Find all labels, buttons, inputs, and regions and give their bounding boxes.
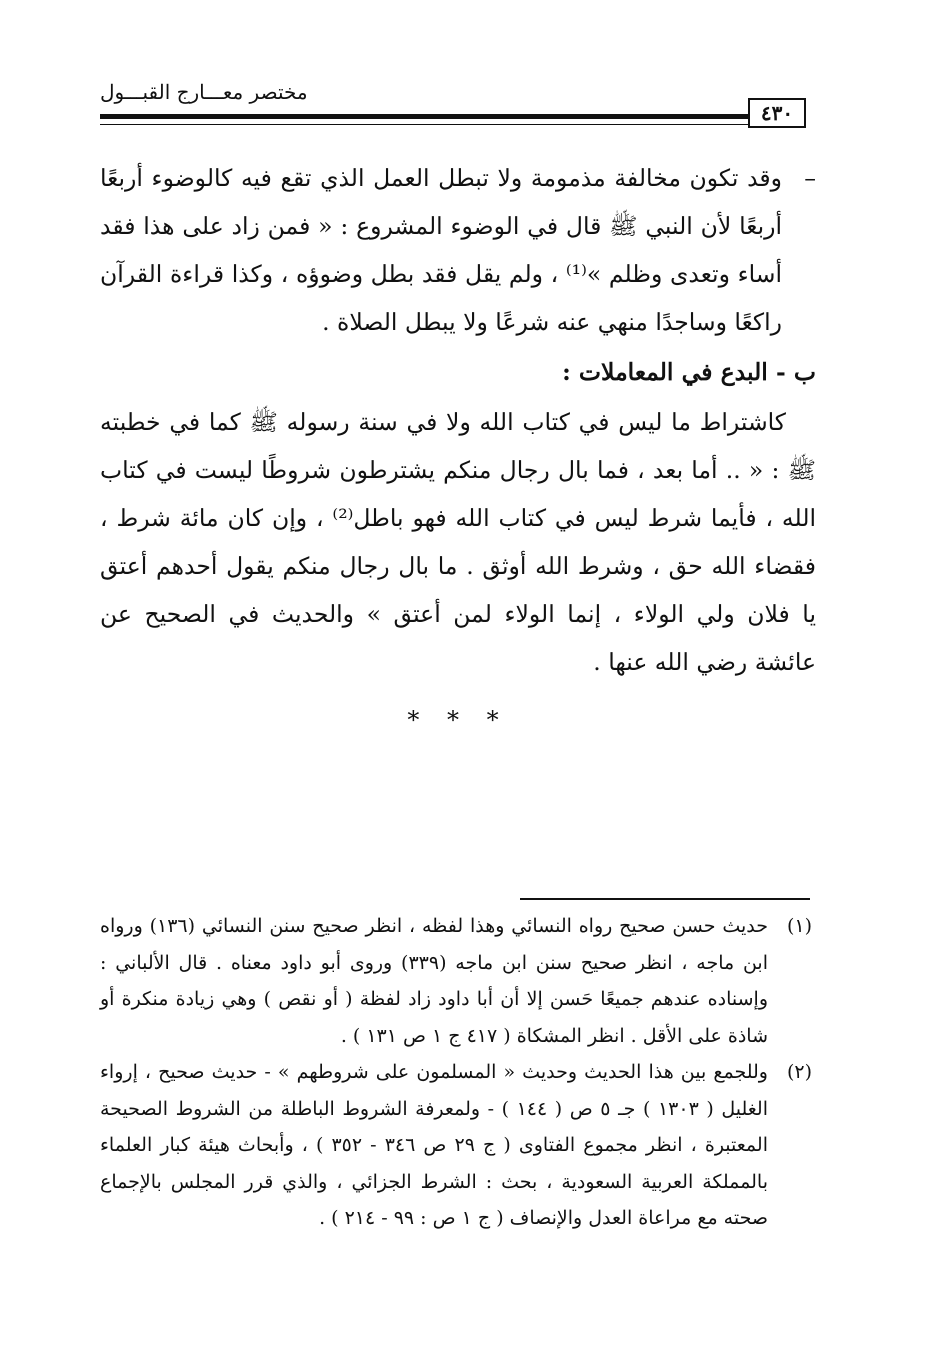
footnote-number: (٢) — [786, 1061, 812, 1083]
footnote-text: حديث حسن صحيح رواه النسائي وهذا لفظه ، انظر صحيح سنن النسائي (١٣٦) ورواه ابن ماجه ، انظر صحيح سنن ابن ماجه (٣٣٩) وروى أبو داود معناه . قال الألباني : وإسناده عندهم جميعًا حَسن إلا أن أبا داود زاد لفظة ( أو نقص ) وهي زيادة منكرة أو شاذة على الأقل . انظر المشكاة ( ٤١٧ ج ١ ص ١٣١ ) . — [100, 915, 768, 1047]
footnote-1 — [100, 908, 812, 1054]
body-paragraph: كاشتراط ما ليس في كتاب الله ولا في سنة رسوله ﷺ كما في خطبته ﷺ : « .. أما بعد ، فما بال رجال منكم يشترطون شروطًا ليست في كتاب الله ، فأيما شرط ليس في كتاب الله فهو باطل⁽²⁾ ، وإن كان مائة شرط ، فقضاء الله حق ، وشرط الله أوثق . ما بال رجال منكم يقول أحدهم أعتق يا فلان ولي الولاء ، إنما الولاء لمن أعتق » والحديث في الصحيح عن عائشة رضي الله عنها . — [100, 408, 817, 676]
footnote-text: وللجمع بين هذا الحديث وحديث « المسلمون على شروطهم » - حديث صحيح ، إرواء الغليل ( ١٣٠٣ ) جـ ٥ ص ( ١٤٤ ) - ولمعرفة الشروط الباطلة من الشروط الصحيحة المعتبرة ، انظر مجموع الفتاوى ( ج ٢٩ ص ٣٤٦ - ٣٥٢ ) ، وأبحاث هيئة كبار العلماء بالمملكة العربية السعودية ، بحث : الشرط الجزائي ، والذي قرر المجلس بالإجماع صحته مع مراعاة العدل والإنصاف ( ج ١ ص : ٩٩ - ٢١٤ ) . — [100, 1061, 768, 1229]
page-number: ٤٣٠ — [760, 101, 794, 125]
main-text — [100, 154, 816, 686]
section-separator: * * * — [407, 706, 509, 734]
footnotes — [100, 908, 812, 1237]
page-number-box — [748, 98, 806, 128]
footnote-2 — [100, 1054, 812, 1237]
bullet-paragraph — [100, 154, 816, 346]
header-rule-thin — [100, 124, 748, 125]
footnote-rule — [520, 898, 810, 900]
header-rule-thick — [100, 114, 748, 119]
footnote-number: (١) — [786, 915, 812, 937]
bullet-dash: – — [804, 164, 816, 192]
section-heading: ب - البدع في المعاملات : — [562, 358, 816, 386]
running-title: مختصر معـــارج القبـــول — [100, 80, 308, 104]
bullet-text: وقد تكون مخالفة مذمومة ولا تبطل العمل الذي تقع فيه كالوضوء أربعًا أربعًا لأن النبي ﷺ قال في الوضوء المشروع : « فمن زاد على هذا فقد أساء وتعدى وظلم »⁽¹⁾ ، ولم يقل فقد بطل وضوؤه ، وكذا قراءة القرآن راكعًا وساجدًا منهي عنه شرعًا ولا يبطل الصلاة . — [100, 164, 783, 336]
